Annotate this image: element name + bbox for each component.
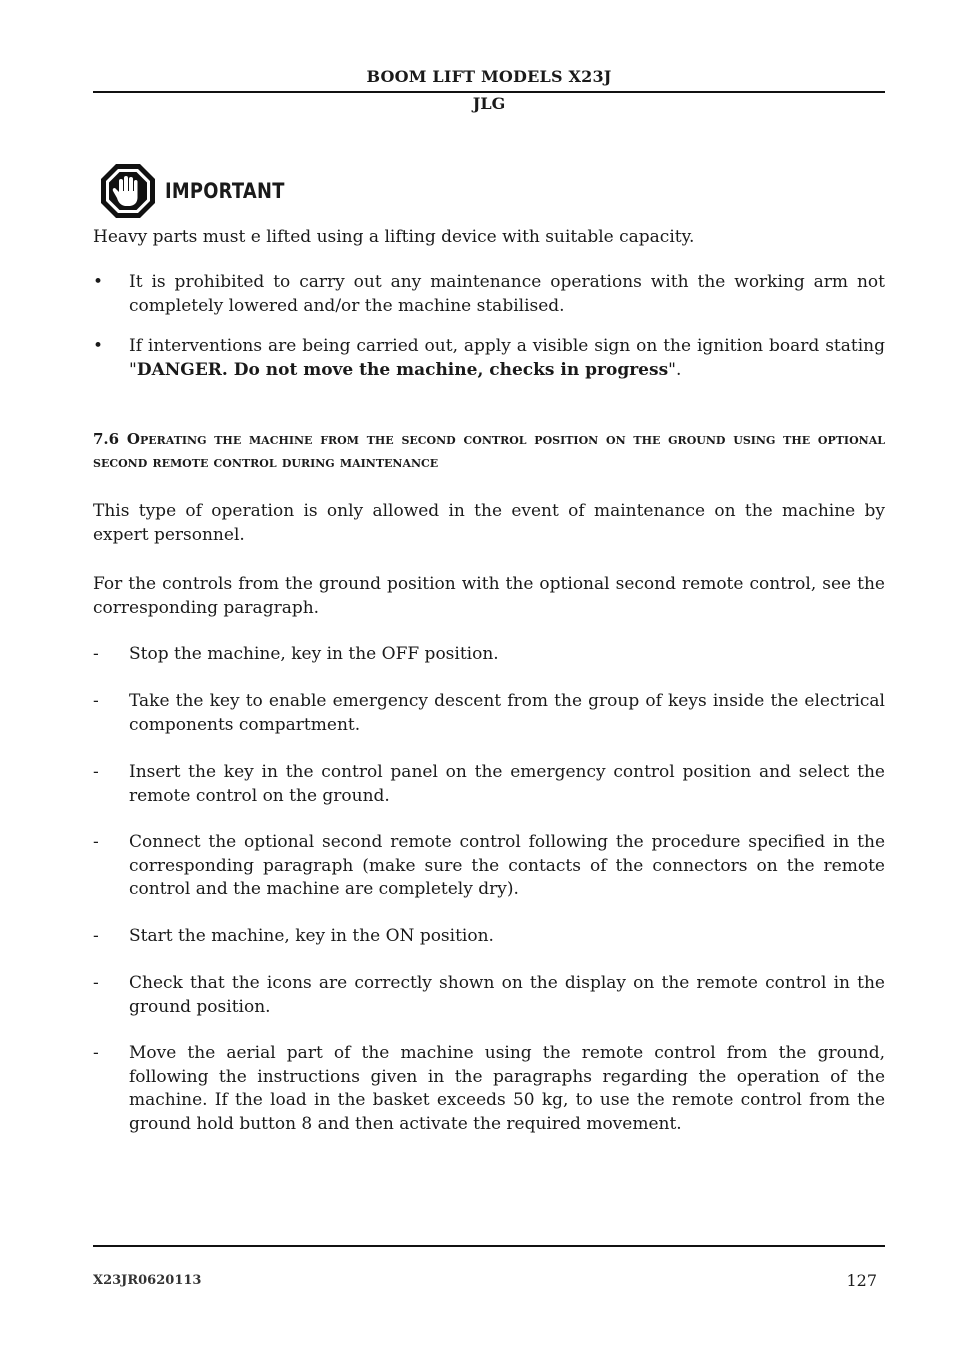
bullet: • [93,272,104,292]
warning-item [93,335,885,382]
dash: - [93,691,99,711]
step-item [93,925,885,949]
manual-page [93,0,885,1350]
section-title: Operating the machine from the second control position on the ground using the optional second remote control during maintenance [93,430,885,471]
dash: - [93,644,99,664]
dash: - [93,762,99,782]
section-heading [93,428,885,474]
section-number: 7.6 [93,430,120,448]
step-text: Move the aerial part of the machine using the remote control from the ground, following the instructions given in the paragraphs regarding the operation of the machine. If the load in the basket exceeds 50 kg, to use the remote control from the ground hold button 8 and then activate the required movement. [129,1043,885,1134]
bullet: • [93,336,104,356]
paragraph: This type of operation is only allowed in the event of maintenance on the machine by expert personnel. [93,501,885,545]
dash: - [93,926,99,946]
header-divider [93,91,885,93]
intro-text: Heavy parts must e lifted using a lifting device with suitable capacity. [93,227,695,247]
step-text: Start the machine, key in the ON position. [129,926,494,946]
step-text: Connect the optional second remote control following the procedure specified in the corresponding paragraph (make sure the contacts of the connectors on the remote control and the machine are completely dry). [129,832,885,899]
stop-hand-icon [99,162,157,220]
warning-text: If interventions are being carried out, apply a visible sign on the ignition board stating "DANGER. Do not move the machine, checks in progress". [129,336,885,380]
dash: - [93,973,99,993]
step-item [93,1042,885,1136]
step-text: Insert the key in the control panel on the emergency control position and select the remote control on the ground. [129,762,885,806]
dash: - [93,1043,99,1063]
step-item [93,643,885,667]
footer-divider [93,1245,885,1247]
step-item [93,972,885,1019]
warning-text: It is prohibited to carry out any maintenance operations with the working arm not completely lowered and/or the machine stabilised. [129,272,885,316]
dash: - [93,832,99,852]
warning-item [93,271,885,318]
step-text: Check that the icons are correctly shown on the display on the remote control in the ground position. [129,973,885,1017]
danger-sign-text: DANGER. Do not move the machine, checks in progress [136,359,669,380]
step-text: Take the key to enable emergency descent from the group of keys inside the electrical components compartment. [129,691,885,735]
important-notice [99,162,306,220]
page-number: 127 [846,1271,877,1290]
header-brand: JLG [472,94,506,113]
step-item [93,690,885,737]
step-text: Stop the machine, key in the OFF position. [129,644,499,664]
step-item [93,761,885,808]
document-code: X23JR0620113 [93,1273,202,1288]
step-item [93,831,885,902]
paragraph: For the controls from the ground position with the optional second remote control, see the corresponding paragraph. [93,574,885,618]
important-label: IMPORTANT [165,179,285,203]
header-title: BOOM LIFT MODELS X23J [366,67,612,86]
